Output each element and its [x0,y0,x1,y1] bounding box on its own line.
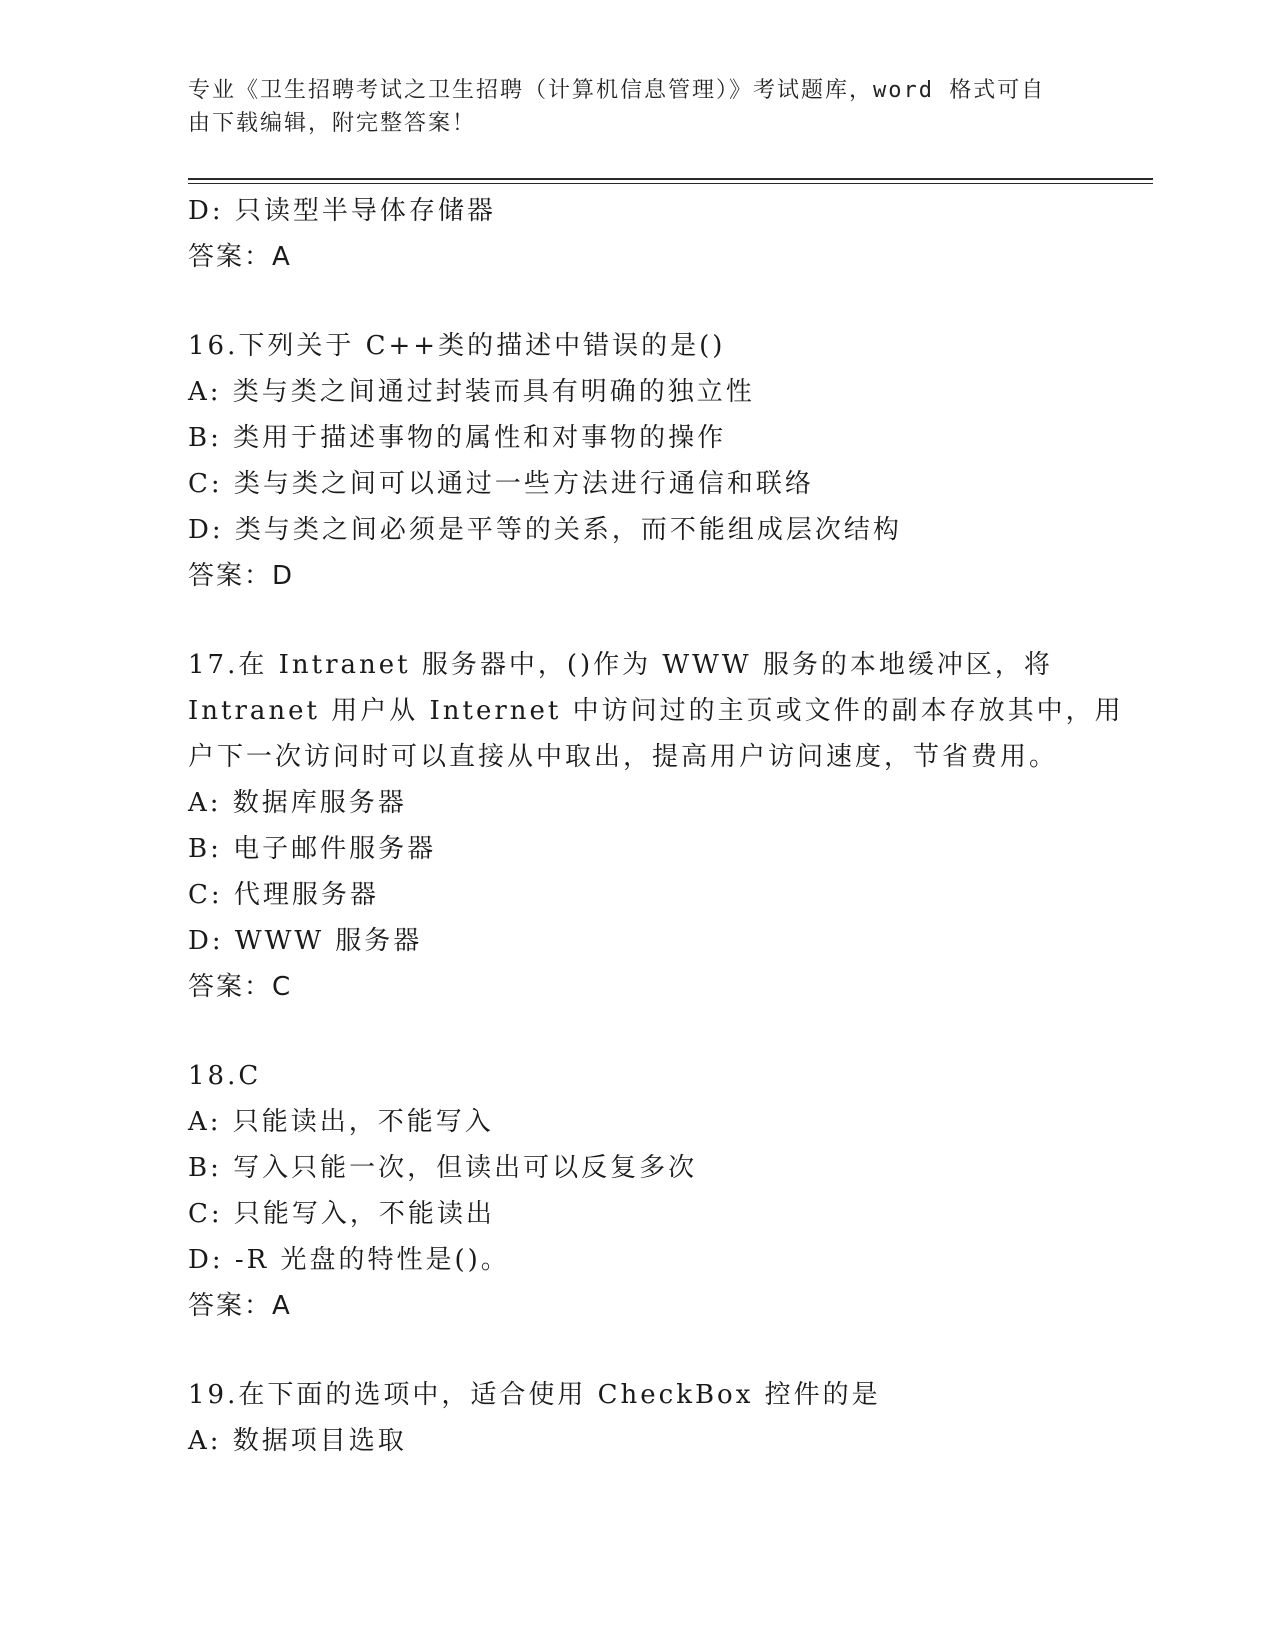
answer-option: C: 只能写入，不能读出 [188,1199,495,1229]
question-block [188,188,1088,280]
answer-key: 答案：A [188,1291,292,1321]
question-block [188,1372,1088,1464]
block-spacer [188,1329,1088,1372]
header-line-2: 由下载编辑，附完整答案！ [188,111,477,136]
answer-option: D: 只读型半导体存储器 [188,196,496,226]
answer-option: C: 代理服务器 [188,880,379,910]
question-text: 户下一次访问时可以直接从中取出，提高用户访问速度，节省费用。 [188,742,1059,772]
answer-option: A: 类与类之间通过封装而具有明确的独立性 [188,377,755,407]
question-text: 17.在 Intranet 服务器中，()作为 WWW 服务的本地缓冲区，将 [188,650,1053,680]
question-text: Intranet 用户从 Internet 中访问过的主页或文件的副本存放其中，用 [188,696,1124,726]
answer-option: D: -R 光盘的特性是()。 [188,1245,510,1275]
answer-option: B: 电子邮件服务器 [188,834,437,864]
answer-option: A: 只能读出，不能写入 [188,1107,494,1137]
answer-option: B: 类用于描述事物的属性和对事物的操作 [188,423,727,453]
header-line-1: 专业《卫生招聘考试之卫生招聘（计算机信息管理）》考试题库，word 格式可自 [188,78,1046,103]
answer-key: 答案：C [188,972,293,1002]
question-text: 18.C [188,1061,262,1091]
block-spacer [188,1010,1088,1053]
answer-option: A: 数据库服务器 [188,788,407,818]
answer-key: 答案：D [188,561,295,591]
block-spacer [188,280,1088,323]
question-block [188,323,1088,599]
document-header [188,74,1088,140]
answer-option: D: WWW 服务器 [188,926,423,956]
question-block [188,1053,1088,1329]
question-block [188,642,1124,1010]
answer-option: D: 类与类之间必须是平等的关系，而不能组成层次结构 [188,515,902,545]
question-text: 16.下列关于 C++类的描述中错误的是() [188,331,726,361]
answer-key: 答案：A [188,242,292,272]
answer-option: A: 数据项目选取 [188,1426,407,1456]
block-spacer [188,599,1088,642]
question-list [188,188,1124,1464]
answer-option: C: 类与类之间可以通过一些方法进行通信和联络 [188,469,814,499]
header-divider-thick [188,178,1153,180]
question-text: 19.在下面的选项中，适合使用 CheckBox 控件的是 [188,1380,881,1410]
answer-option: B: 写入只能一次，但读出可以反复多次 [188,1153,698,1183]
header-divider-thin [188,183,1153,184]
